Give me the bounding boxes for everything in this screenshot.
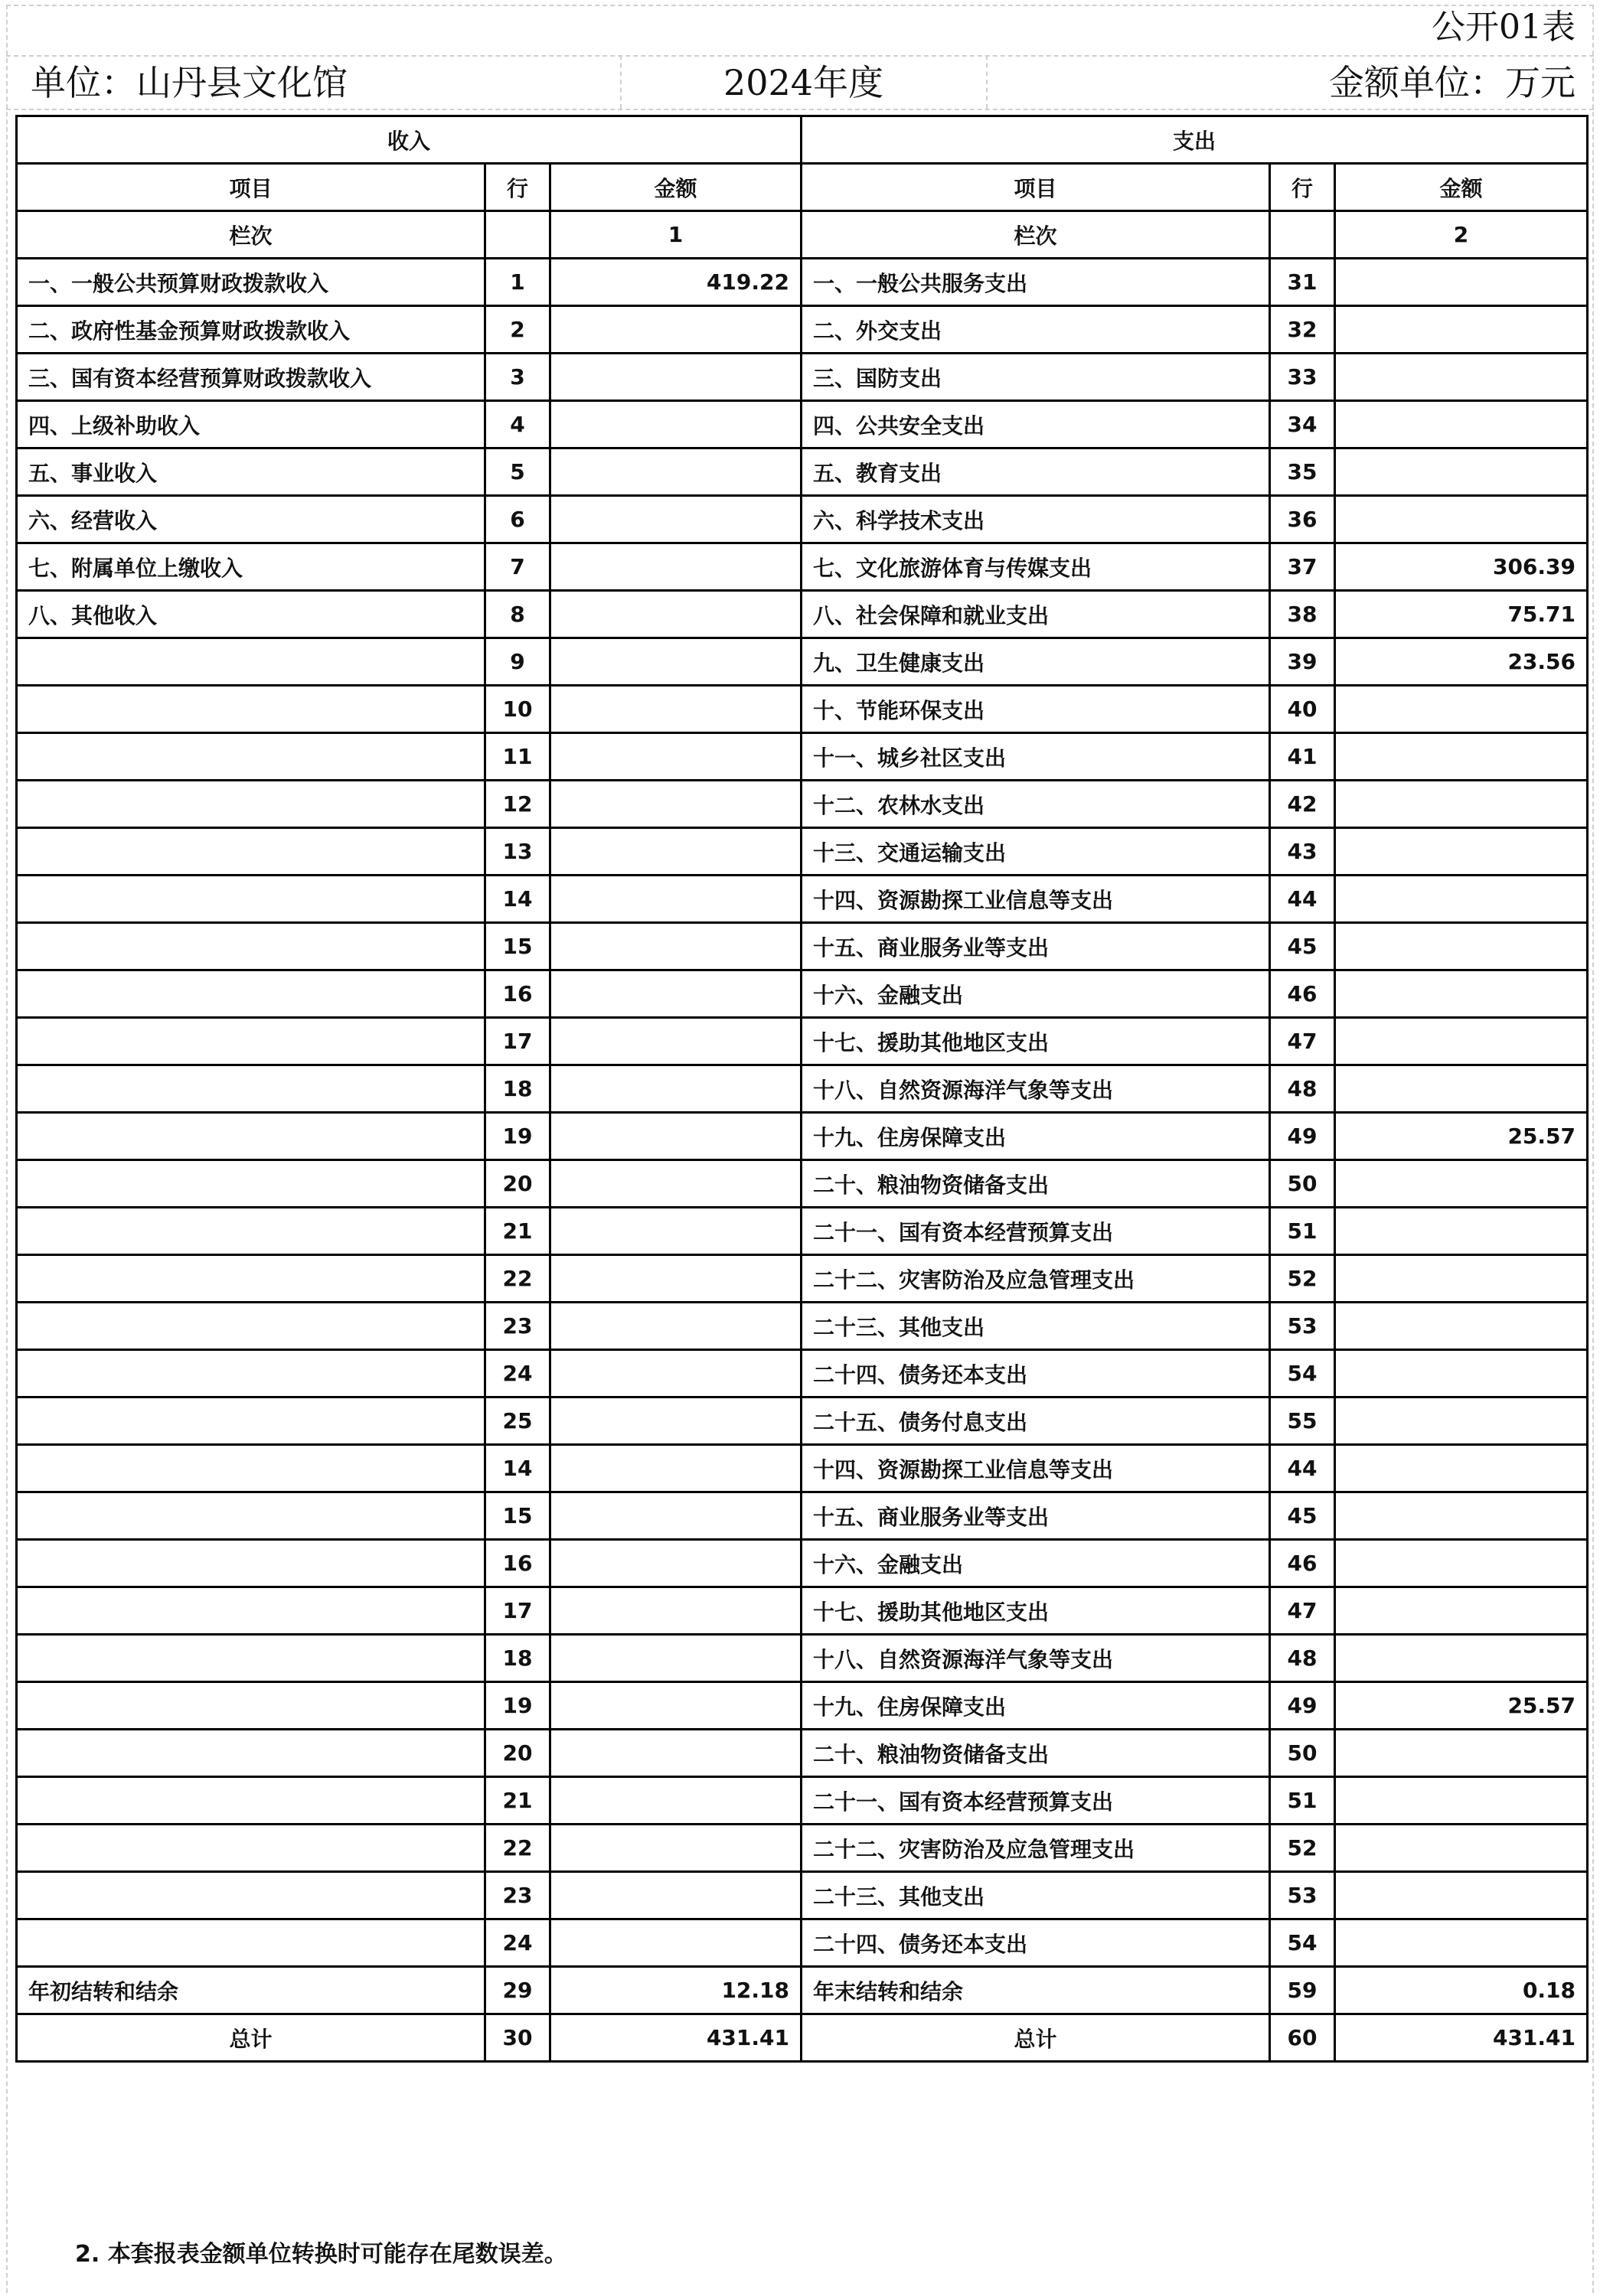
expense-amount-cell <box>1335 306 1588 354</box>
expense-item-cell: 十五、商业服务业等支出 <box>802 1492 1270 1540</box>
expense-item-cell: 十八、自然资源海洋气象等支出 <box>802 1635 1270 1682</box>
expense-item-cell: 二十、粮油物资储备支出 <box>802 1160 1270 1208</box>
expense-row-no-cell: 59 <box>1270 1967 1335 2014</box>
income-amount-cell <box>550 354 802 401</box>
expense-item-cell: 年末结转和结余 <box>802 1967 1270 2014</box>
table-row <box>17 1967 1588 2014</box>
income-col-empty <box>485 211 550 259</box>
expense-amount-cell <box>1335 686 1588 733</box>
income-amount-cell <box>550 1445 802 1492</box>
income-row-no-cell: 23 <box>485 1303 550 1350</box>
table-name: 公开01表 <box>1432 8 1576 47</box>
table-row <box>17 1113 1588 1160</box>
income-row-no-cell: 6 <box>485 496 550 543</box>
income-item-cell <box>17 1208 485 1255</box>
income-item-cell <box>17 876 485 923</box>
income-amount-cell <box>550 1160 802 1208</box>
table-row <box>17 259 1588 306</box>
income-amount-cell <box>550 1065 802 1113</box>
income-item-cell: 年初结转和结余 <box>17 1967 485 2014</box>
income-row-no-cell: 8 <box>485 591 550 638</box>
expense-amount-cell <box>1335 1492 1588 1540</box>
expense-row-no-cell: 38 <box>1270 591 1335 638</box>
income-row-no-cell: 21 <box>485 1777 550 1825</box>
expense-row-no-cell: 51 <box>1270 1777 1335 1825</box>
income-row-no-cell: 18 <box>485 1635 550 1682</box>
expense-item-cell: 六、科学技术支出 <box>802 496 1270 543</box>
table-row <box>17 1872 1588 1919</box>
income-item-cell <box>17 923 485 970</box>
expense-item-cell: 五、教育支出 <box>802 448 1270 496</box>
income-row-no-cell: 3 <box>485 354 550 401</box>
expense-item-cell: 十、节能环保支出 <box>802 686 1270 733</box>
expense-item-cell: 二十、粮油物资储备支出 <box>802 1730 1270 1777</box>
income-item-cell <box>17 1350 485 1397</box>
column-number-row <box>17 211 1588 259</box>
expense-item-cell: 七、文化旅游体育与传媒支出 <box>802 543 1270 591</box>
table-row <box>17 1730 1588 1777</box>
expense-amount-cell <box>1335 876 1588 923</box>
expense-row-no-cell: 49 <box>1270 1113 1335 1160</box>
income-item-cell <box>17 686 485 733</box>
expense-amount-cell <box>1335 970 1588 1018</box>
expense-amount-cell: 25.57 <box>1335 1113 1588 1160</box>
expense-row-header: 行 <box>1270 164 1335 211</box>
income-row-no-cell: 14 <box>485 876 550 923</box>
expense-amount-cell <box>1335 259 1588 306</box>
expense-row-no-cell: 47 <box>1270 1018 1335 1065</box>
expense-row-no-cell: 32 <box>1270 306 1335 354</box>
income-col-number: 1 <box>550 211 802 259</box>
expense-item-cell: 十一、城乡社区支出 <box>802 733 1270 781</box>
income-row-no-cell: 10 <box>485 686 550 733</box>
income-row-no-cell: 24 <box>485 1919 550 1967</box>
expense-row-no-cell: 43 <box>1270 828 1335 876</box>
table-row <box>17 923 1588 970</box>
expense-amount-cell <box>1335 1350 1588 1397</box>
expense-row-no-cell: 40 <box>1270 686 1335 733</box>
expense-amount-cell <box>1335 1825 1588 1872</box>
expense-col-number: 2 <box>1335 211 1588 259</box>
expense-row-no-cell: 53 <box>1270 1872 1335 1919</box>
group-header-row <box>17 116 1588 164</box>
table-row <box>17 354 1588 401</box>
income-total-row-no: 30 <box>485 2014 550 2062</box>
expense-row-no-cell: 31 <box>1270 259 1335 306</box>
table-row <box>17 1255 1588 1303</box>
table-row <box>17 1018 1588 1065</box>
income-amount-cell <box>550 970 802 1018</box>
expense-item-cell: 二十四、债务还本支出 <box>802 1350 1270 1397</box>
expense-item-header: 项目 <box>802 164 1270 211</box>
income-amount-cell <box>550 1255 802 1303</box>
expense-row-no-cell: 49 <box>1270 1682 1335 1730</box>
page-border-top <box>6 5 1594 6</box>
income-item-cell: 六、经营收入 <box>17 496 485 543</box>
table-row <box>17 1825 1588 1872</box>
table-row <box>17 496 1588 543</box>
table-row <box>17 876 1588 923</box>
income-amount-cell <box>550 1872 802 1919</box>
expense-amount-cell <box>1335 1540 1588 1587</box>
income-row-no-cell: 21 <box>485 1208 550 1255</box>
expense-row-no-cell: 34 <box>1270 401 1335 448</box>
income-amount-cell <box>550 1682 802 1730</box>
expense-item-cell: 十六、金融支出 <box>802 1540 1270 1587</box>
income-amount-cell <box>550 543 802 591</box>
column-header-row <box>17 164 1588 211</box>
expense-item-cell: 九、卫生健康支出 <box>802 638 1270 686</box>
header-divider-top <box>6 55 1594 57</box>
expense-amount-cell <box>1335 1919 1588 1967</box>
table-row <box>17 591 1588 638</box>
unit-label: 单位：山丹县文化馆 <box>31 62 348 103</box>
expense-col-label: 栏次 <box>802 211 1270 259</box>
expense-item-cell: 十七、援助其他地区支出 <box>802 1587 1270 1635</box>
expense-item-cell: 一、一般公共服务支出 <box>802 259 1270 306</box>
expense-item-cell: 二十四、债务还本支出 <box>802 1919 1270 1967</box>
expense-item-cell: 二十一、国有资本经营预算支出 <box>802 1777 1270 1825</box>
income-amount-cell <box>550 1635 802 1682</box>
expense-item-cell: 十六、金融支出 <box>802 970 1270 1018</box>
income-amount-cell <box>550 401 802 448</box>
income-row-no-cell: 11 <box>485 733 550 781</box>
income-amount-cell <box>550 876 802 923</box>
income-item-cell <box>17 1587 485 1635</box>
expense-item-cell: 十九、住房保障支出 <box>802 1113 1270 1160</box>
expense-row-no-cell: 45 <box>1270 1492 1335 1540</box>
income-item-cell <box>17 1160 485 1208</box>
income-item-cell <box>17 781 485 828</box>
expense-amount-cell <box>1335 1872 1588 1919</box>
income-item-cell <box>17 1730 485 1777</box>
expense-amount-cell <box>1335 1208 1588 1255</box>
expense-item-cell: 十九、住房保障支出 <box>802 1682 1270 1730</box>
expense-row-no-cell: 47 <box>1270 1587 1335 1635</box>
income-item-cell <box>17 1635 485 1682</box>
income-item-cell <box>17 1018 485 1065</box>
expense-total-amount: 431.41 <box>1335 2014 1588 2062</box>
page-border-right <box>1592 5 1594 2293</box>
expense-amount-cell <box>1335 1255 1588 1303</box>
income-item-cell <box>17 1113 485 1160</box>
income-item-cell <box>17 1492 485 1540</box>
table-row <box>17 638 1588 686</box>
income-amount-cell <box>550 591 802 638</box>
income-amount-header: 金额 <box>550 164 802 211</box>
income-item-cell <box>17 733 485 781</box>
table-row <box>17 1635 1588 1682</box>
income-amount-cell <box>550 1730 802 1777</box>
income-row-no-cell: 7 <box>485 543 550 591</box>
income-amount-cell <box>550 1919 802 1967</box>
table-row <box>17 1540 1588 1587</box>
expense-amount-cell <box>1335 923 1588 970</box>
income-item-header: 项目 <box>17 164 485 211</box>
budget-table <box>15 115 1589 2063</box>
expense-row-no-cell: 48 <box>1270 1635 1335 1682</box>
expense-row-no-cell: 50 <box>1270 1160 1335 1208</box>
expense-amount-cell <box>1335 1445 1588 1492</box>
income-row-no-cell: 22 <box>485 1825 550 1872</box>
table-row <box>17 781 1588 828</box>
expense-row-no-cell: 54 <box>1270 1919 1335 1967</box>
expense-row-no-cell: 44 <box>1270 876 1335 923</box>
expense-row-no-cell: 44 <box>1270 1445 1335 1492</box>
expense-item-cell: 四、公共安全支出 <box>802 401 1270 448</box>
expense-amount-cell <box>1335 1730 1588 1777</box>
expense-amount-cell <box>1335 828 1588 876</box>
table-row <box>17 543 1588 591</box>
expense-row-no-cell: 46 <box>1270 970 1335 1018</box>
expense-amount-cell <box>1335 781 1588 828</box>
income-row-no-cell: 24 <box>485 1350 550 1397</box>
table-row <box>17 448 1588 496</box>
expense-amount-header: 金额 <box>1335 164 1588 211</box>
income-item-cell: 八、其他收入 <box>17 591 485 638</box>
income-amount-cell <box>550 1777 802 1825</box>
income-amount-cell <box>550 1303 802 1350</box>
total-row <box>17 2014 1588 2062</box>
page-border-left <box>6 5 8 2293</box>
income-amount-cell <box>550 923 802 970</box>
expense-amount-cell <box>1335 1018 1588 1065</box>
year-label: 2024年度 <box>723 62 884 103</box>
income-row-no-cell: 29 <box>485 1967 550 2014</box>
income-row-no-cell: 12 <box>485 781 550 828</box>
expense-amount-cell <box>1335 1160 1588 1208</box>
income-item-cell <box>17 1445 485 1492</box>
expense-amount-cell <box>1335 448 1588 496</box>
expense-amount-cell <box>1335 354 1588 401</box>
expense-amount-cell <box>1335 1635 1588 1682</box>
income-amount-cell <box>550 306 802 354</box>
footnote: 2. 本套报表金额单位转换时可能存在尾数误差。 <box>75 2241 567 2268</box>
income-row-no-cell: 14 <box>485 1445 550 1492</box>
expense-item-cell: 十八、自然资源海洋气象等支出 <box>802 1065 1270 1113</box>
income-item-cell <box>17 1682 485 1730</box>
income-item-cell: 二、政府性基金预算财政拨款收入 <box>17 306 485 354</box>
expense-amount-cell: 75.71 <box>1335 591 1588 638</box>
expense-amount-cell <box>1335 401 1588 448</box>
expense-amount-cell <box>1335 1397 1588 1445</box>
expense-item-cell: 二十三、其他支出 <box>802 1303 1270 1350</box>
expense-amount-cell <box>1335 1065 1588 1113</box>
income-amount-cell <box>550 638 802 686</box>
income-item-cell <box>17 1872 485 1919</box>
income-item-cell <box>17 828 485 876</box>
income-item-cell <box>17 1065 485 1113</box>
income-amount-cell <box>550 781 802 828</box>
table-row <box>17 1350 1588 1397</box>
expense-row-no-cell: 51 <box>1270 1208 1335 1255</box>
table-row <box>17 733 1588 781</box>
income-group-header: 收入 <box>17 116 802 164</box>
income-row-no-cell: 15 <box>485 1492 550 1540</box>
table-row <box>17 1682 1588 1730</box>
income-amount-cell <box>550 733 802 781</box>
expense-item-cell: 二、外交支出 <box>802 306 1270 354</box>
income-item-cell <box>17 1919 485 1967</box>
income-item-cell <box>17 1540 485 1587</box>
income-row-no-cell: 25 <box>485 1397 550 1445</box>
income-total-label: 总计 <box>17 2014 485 2062</box>
expense-amount-cell: 0.18 <box>1335 1967 1588 2014</box>
table-row <box>17 970 1588 1018</box>
expense-row-no-cell: 37 <box>1270 543 1335 591</box>
table-row <box>17 1492 1588 1540</box>
income-item-cell: 五、事业收入 <box>17 448 485 496</box>
table-row <box>17 1919 1588 1967</box>
income-amount-cell <box>550 1587 802 1635</box>
income-item-cell <box>17 638 485 686</box>
income-amount-cell <box>550 1113 802 1160</box>
expense-col-empty <box>1270 211 1335 259</box>
header-divider-bottom <box>6 109 1594 110</box>
expense-item-cell: 十三、交通运输支出 <box>802 828 1270 876</box>
table-row <box>17 828 1588 876</box>
expense-row-no-cell: 42 <box>1270 781 1335 828</box>
income-row-no-cell: 18 <box>485 1065 550 1113</box>
expense-row-no-cell: 33 <box>1270 354 1335 401</box>
income-item-cell: 四、上级补助收入 <box>17 401 485 448</box>
expense-item-cell: 三、国防支出 <box>802 354 1270 401</box>
expense-row-no-cell: 53 <box>1270 1303 1335 1350</box>
income-row-no-cell: 4 <box>485 401 550 448</box>
income-row-no-cell: 5 <box>485 448 550 496</box>
expense-total-row-no: 60 <box>1270 2014 1335 2062</box>
income-amount-cell <box>550 1018 802 1065</box>
expense-row-no-cell: 50 <box>1270 1730 1335 1777</box>
expense-total-label: 总计 <box>802 2014 1270 2062</box>
income-row-no-cell: 17 <box>485 1587 550 1635</box>
expense-row-no-cell: 35 <box>1270 448 1335 496</box>
income-amount-cell <box>550 496 802 543</box>
header-divider-right <box>986 55 988 109</box>
expense-row-no-cell: 52 <box>1270 1255 1335 1303</box>
income-row-no-cell: 22 <box>485 1255 550 1303</box>
expense-item-cell: 二十二、灾害防治及应急管理支出 <box>802 1825 1270 1872</box>
income-row-header: 行 <box>485 164 550 211</box>
income-row-no-cell: 1 <box>485 259 550 306</box>
income-amount-cell <box>550 1208 802 1255</box>
expense-row-no-cell: 36 <box>1270 496 1335 543</box>
income-amount-cell <box>550 1492 802 1540</box>
income-row-no-cell: 16 <box>485 970 550 1018</box>
expense-item-cell: 十五、商业服务业等支出 <box>802 923 1270 970</box>
expense-row-no-cell: 46 <box>1270 1540 1335 1587</box>
income-amount-cell: 12.18 <box>550 1967 802 2014</box>
expense-item-cell: 十七、援助其他地区支出 <box>802 1018 1270 1065</box>
income-item-cell <box>17 1303 485 1350</box>
table-row <box>17 1160 1588 1208</box>
income-item-cell <box>17 1397 485 1445</box>
expense-row-no-cell: 52 <box>1270 1825 1335 1872</box>
income-item-cell: 七、附属单位上缴收入 <box>17 543 485 591</box>
expense-amount-cell <box>1335 733 1588 781</box>
table-row <box>17 1777 1588 1825</box>
expense-item-cell: 十四、资源勘探工业信息等支出 <box>802 876 1270 923</box>
income-row-no-cell: 17 <box>485 1018 550 1065</box>
expense-row-no-cell: 41 <box>1270 733 1335 781</box>
income-row-no-cell: 13 <box>485 828 550 876</box>
table-row <box>17 1587 1588 1635</box>
income-row-no-cell: 20 <box>485 1160 550 1208</box>
income-row-no-cell: 19 <box>485 1682 550 1730</box>
expense-amount-cell <box>1335 1587 1588 1635</box>
income-amount-cell <box>550 686 802 733</box>
income-item-cell: 一、一般公共预算财政拨款收入 <box>17 259 485 306</box>
expense-item-cell: 二十一、国有资本经营预算支出 <box>802 1208 1270 1255</box>
expense-item-cell: 二十五、债务付息支出 <box>802 1397 1270 1445</box>
expense-row-no-cell: 48 <box>1270 1065 1335 1113</box>
expense-amount-cell <box>1335 1777 1588 1825</box>
income-item-cell <box>17 1777 485 1825</box>
expense-amount-cell: 23.56 <box>1335 638 1588 686</box>
expense-group-header: 支出 <box>802 116 1588 164</box>
expense-amount-cell: 306.39 <box>1335 543 1588 591</box>
income-row-no-cell: 9 <box>485 638 550 686</box>
header-divider-left <box>620 55 622 109</box>
income-amount-cell <box>550 1540 802 1587</box>
table-row <box>17 1397 1588 1445</box>
expense-row-no-cell: 45 <box>1270 923 1335 970</box>
table-row <box>17 686 1588 733</box>
table-row <box>17 306 1588 354</box>
expense-item-cell: 二十二、灾害防治及应急管理支出 <box>802 1255 1270 1303</box>
expense-amount-cell: 25.57 <box>1335 1682 1588 1730</box>
income-row-no-cell: 19 <box>485 1113 550 1160</box>
expense-row-no-cell: 39 <box>1270 638 1335 686</box>
income-row-no-cell: 16 <box>485 1540 550 1587</box>
expense-amount-cell <box>1335 1303 1588 1350</box>
income-total-amount: 431.41 <box>550 2014 802 2062</box>
income-item-cell <box>17 970 485 1018</box>
expense-row-no-cell: 54 <box>1270 1350 1335 1397</box>
expense-item-cell: 八、社会保障和就业支出 <box>802 591 1270 638</box>
income-row-no-cell: 2 <box>485 306 550 354</box>
income-amount-cell <box>550 1350 802 1397</box>
income-item-cell: 三、国有资本经营预算财政拨款收入 <box>17 354 485 401</box>
expense-amount-cell <box>1335 496 1588 543</box>
table-row <box>17 1303 1588 1350</box>
table-row <box>17 1208 1588 1255</box>
income-row-no-cell: 15 <box>485 923 550 970</box>
table-row <box>17 1065 1588 1113</box>
income-amount-cell <box>550 828 802 876</box>
income-amount-cell <box>550 1397 802 1445</box>
expense-item-cell: 十四、资源勘探工业信息等支出 <box>802 1445 1270 1492</box>
income-item-cell <box>17 1255 485 1303</box>
income-amount-cell <box>550 1825 802 1872</box>
table-row <box>17 401 1588 448</box>
income-item-cell <box>17 1825 485 1872</box>
expense-item-cell: 二十三、其他支出 <box>802 1872 1270 1919</box>
table-row <box>17 1445 1588 1492</box>
expense-item-cell: 十二、农林水支出 <box>802 781 1270 828</box>
income-row-no-cell: 23 <box>485 1872 550 1919</box>
income-amount-cell: 419.22 <box>550 259 802 306</box>
amount-unit-label: 金额单位：万元 <box>1329 62 1576 103</box>
income-amount-cell <box>550 448 802 496</box>
expense-row-no-cell: 55 <box>1270 1397 1335 1445</box>
income-row-no-cell: 20 <box>485 1730 550 1777</box>
income-col-label: 栏次 <box>17 211 485 259</box>
